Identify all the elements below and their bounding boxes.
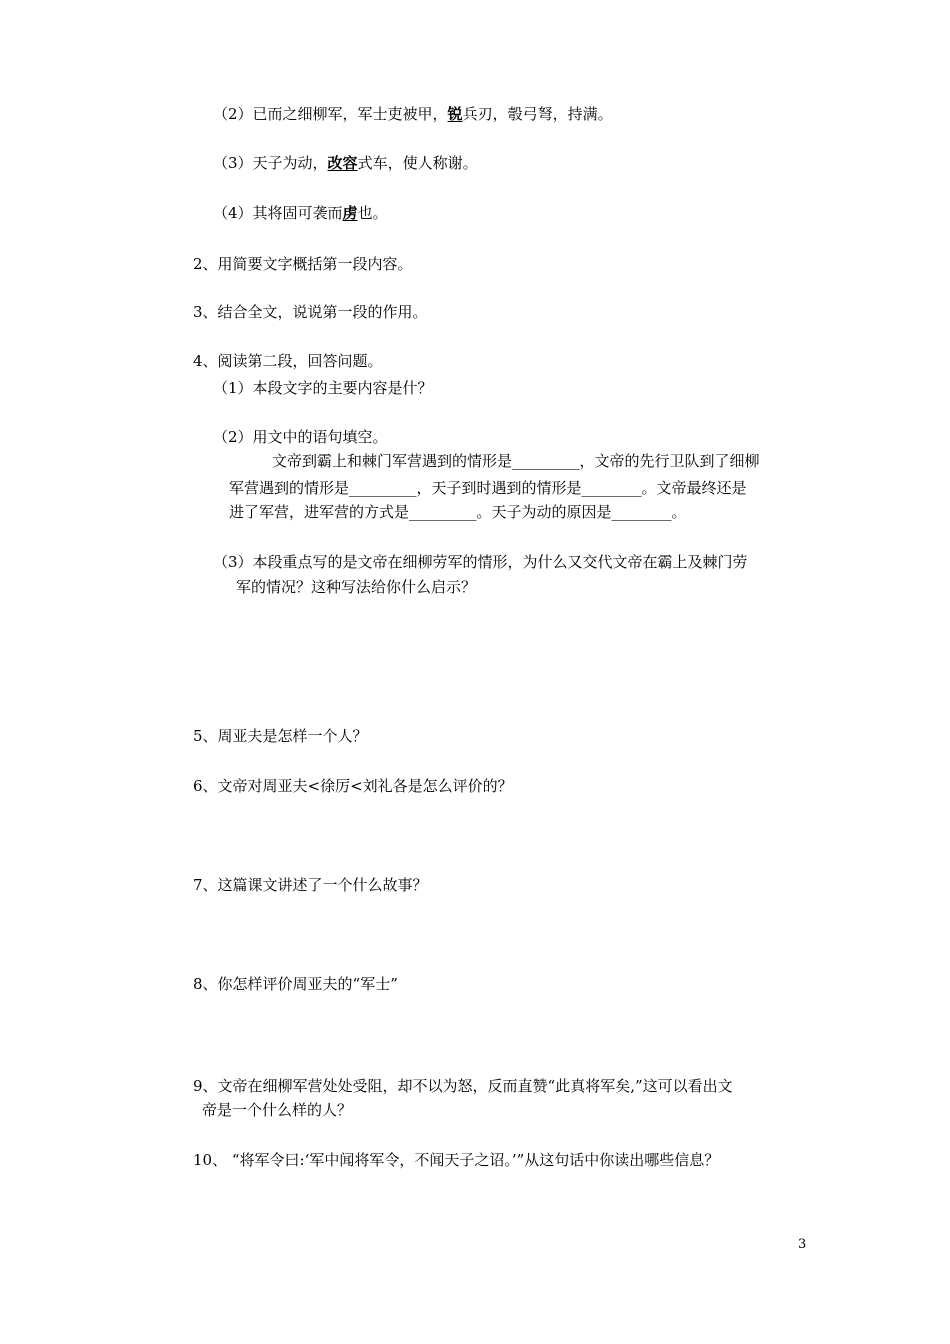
question-6: 6、文帝对周亚夫<徐厉<刘礼各是怎么评价的？ [193,777,513,795]
question-4-sub-3-line-2: 军的情况？这种写法给你什么启示？ [236,578,477,596]
question-10: 10、 “将军令曰:‘军中闻将军令，不闻天子之诏。’”从这句话中你读出哪些信息？ [193,1151,720,1169]
q1-item-4-post: 也。 [357,204,388,222]
question-4-sub-1: （1）本段文字的主要内容是什？ [213,379,433,397]
question-5: 5、周亚夫是怎样一个人？ [193,727,368,745]
question-3: 3、结合全文，说说第一段的作用。 [193,303,428,321]
fill-blank-line-3: 进了军营，进军营的方式是_________。天子为动的原因是________。 [229,503,687,521]
q1-item-2 [213,104,613,124]
q1-item-4-pre: （4）其将固可袭而 [213,204,343,222]
q1-item-3-emph: 改容 [327,154,358,172]
question-2: 2、用简要文字概括第一段内容。 [193,255,413,273]
fill-blank-line-1: 文帝到霸上和棘门军营遇到的情形是_________，文帝的先行卫队到了细柳 [272,452,760,470]
q1-item-2-emph: 锐 [447,105,463,123]
q1-item-3-pre: （3）天子为动， [213,154,328,172]
q1-item-3-post: 式车，使人称谢。 [357,154,478,172]
question-4-sub-3-line-1: （3）本段重点写的是文帝在细柳劳军的情形，为什么又交代文帝在霸上及棘门劳 [213,553,748,571]
question-4-sub-2-title: （2）用文中的语句填空。 [213,428,388,446]
page-number: 3 [798,1237,807,1252]
q1-item-3 [213,153,478,173]
question-9-line-1: 9、文帝在细柳军营处处受阻，却不以为怒，反而直赞“此真将军矣,”这可以看出文 [193,1077,733,1095]
question-8: 8、你怎样评价周亚夫的“军士” [193,975,398,993]
question-9-line-2: 帝是一个什么样的人？ [202,1101,353,1119]
q1-item-4-emph: 虏 [342,204,358,222]
q1-item-4 [213,203,388,223]
q1-item-2-post: 兵刃，彀弓弩，持满。 [462,105,613,123]
q1-item-2-pre: （2）已而之细柳军，军士吏被甲， [213,105,448,123]
question-7: 7、这篇课文讲述了一个什么故事？ [193,876,428,894]
question-4-title: 4、阅读第二段，回答问题。 [193,352,383,370]
fill-blank-line-2: 军营遇到的情形是_________，天子到时遇到的情形是________。文帝最终还是 [229,479,747,497]
